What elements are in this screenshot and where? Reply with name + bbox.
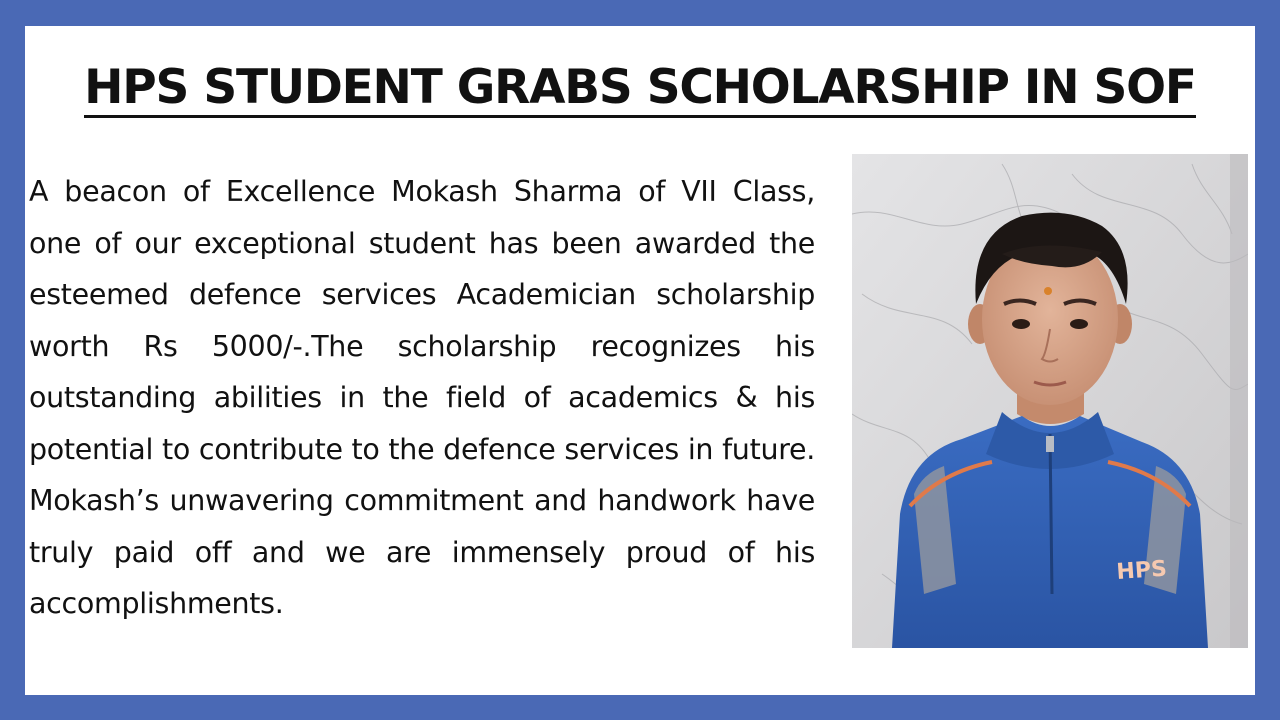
slide — [25, 26, 1255, 695]
tilak-mark — [1044, 287, 1052, 295]
student-photo-illustration — [852, 154, 1248, 648]
jacket-logo-text: HPS — [1115, 556, 1168, 585]
article-body: A beacon of Excellence Mokash Sharma of VII Class, one of our exceptional student has been awarded the esteemed defence services Academician scholarship worth Rs 5000/-.The scholarship recognizes his outstanding abilities in the field of academics & his potential to contribute to the defence services in future. Mokash’s unwavering commitment and handwork have truly paid off and we are immensely proud of his accomplishments. — [29, 175, 815, 620]
slide-title — [25, 58, 1255, 118]
student-photo — [852, 154, 1248, 648]
slide-title-text: HPS STUDENT GRABS SCHOLARSHIP IN SOF — [84, 61, 1196, 118]
